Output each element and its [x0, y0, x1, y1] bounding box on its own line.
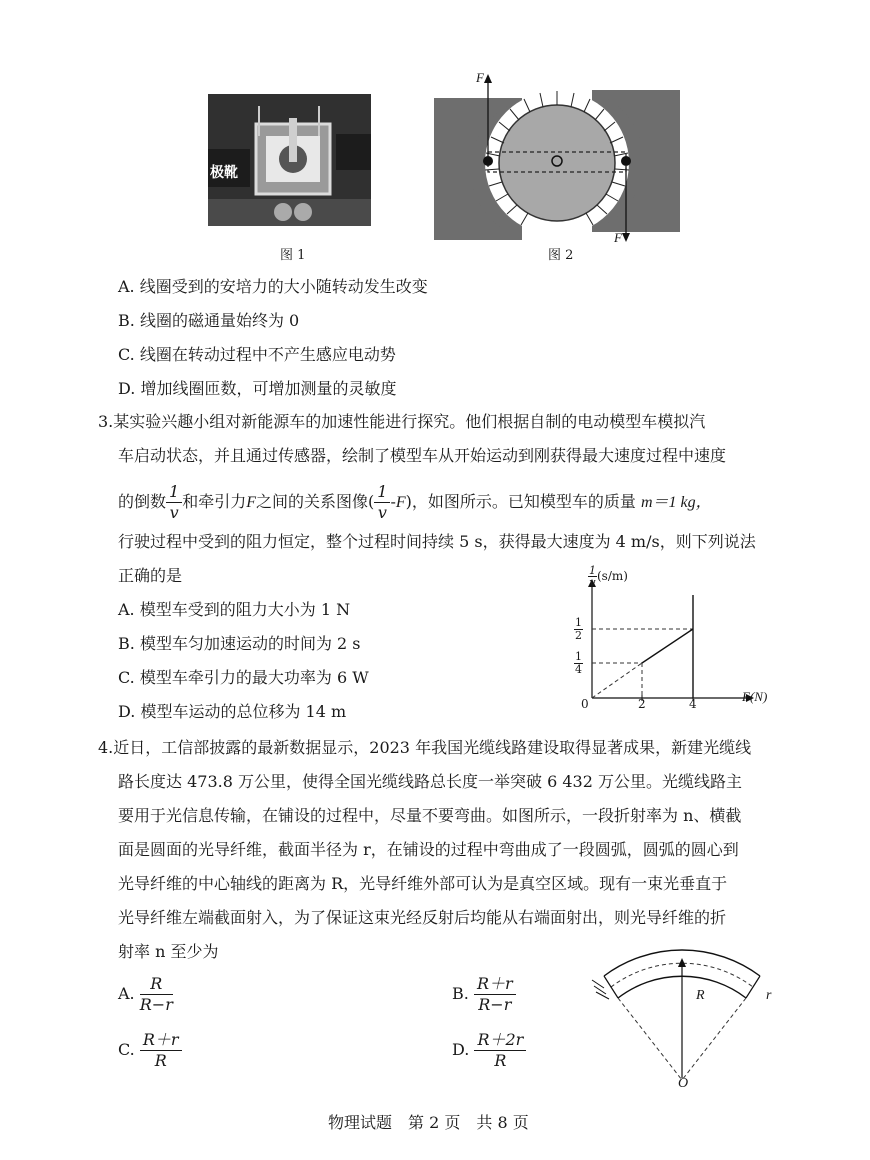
q2-option-d: D. 增加线圈匝数，可增加测量的灵敏度 — [118, 379, 397, 398]
q4-line-3: 要用于光信息传输，在铺设的过程中，尽量不要弯曲。如图所示，一段折射率为 n、横截 — [118, 806, 742, 825]
fig1-label-pole-shoe: 极靴 — [210, 165, 238, 181]
q3-option-a: A. 模型车受到的阻力大小为 1 N — [118, 600, 351, 619]
q3-option-b: B. 模型车匀加速运动的时间为 2 s — [118, 634, 361, 653]
q3-line-2: 车启动状态，并且通过传感器，绘制了模型车从开始运动到刚获得最大速度过程中速度 — [118, 446, 727, 465]
figure-2-diagram — [432, 70, 682, 246]
fig2-force-label-bottom: F — [614, 230, 622, 245]
q2-option-b: B. 线圈的磁通量始终为 0 — [118, 311, 300, 330]
galvanometer-photo-drawing — [208, 94, 371, 226]
q3-graph-y-tick-half: $\frac{1}{2}$ — [575, 616, 582, 642]
q4-diagram-O-label: O — [678, 1076, 689, 1091]
q4-diagram-R-label: R — [696, 988, 705, 1003]
figure-1-photo — [208, 94, 371, 226]
q3-number: 3. — [98, 412, 114, 431]
q4-number: 4. — [98, 738, 114, 757]
q3-line-4: 行驶过程中受到的阻力恒定，整个过程时间持续 5 s，获得最大速度为 4 m/s，则下列说法 — [118, 532, 756, 551]
q3-line-1: 3.某实验兴趣小组对新能源车的加速性能进行探究。他们根据自制的电动模型车模拟汽 — [98, 412, 706, 431]
q3-line-5: 正确的是 — [118, 566, 183, 585]
q4-option-c: C. $\frac{R+r}{R}$ — [118, 1030, 182, 1071]
fig2-force-label-top: F — [476, 70, 484, 85]
q3-graph-y-tick-quarter: $\frac{1}{4}$ — [575, 650, 582, 676]
q4-diagram-r-label: r — [766, 988, 772, 1003]
q4-line-2: 路长度达 473.8 万公里，使得全国光缆线路总长度一举突破 6 432 万公里。光缆线路主 — [118, 772, 742, 791]
q3-option-d: D. 模型车运动的总位移为 14 m — [118, 702, 347, 721]
q4-line-7: 射率 n 至少为 — [118, 942, 219, 961]
q4-option-d: D. $\frac{R+2r}{R}$ — [452, 1030, 526, 1071]
q4-fiber-diagram — [584, 942, 784, 1092]
q3-line-3: 的倒数 $\frac{1}{v}$ 和牵引力F之间的关系图像( $\frac{1}{v}$ -F)，如图所示。已知模型车的质量 m＝1 kg， — [118, 482, 712, 522]
page-footer: 物理试题 第 2 页 共 8 页 — [328, 1113, 529, 1132]
q4-option-a: A. $\frac{R}{R-r}$ — [118, 974, 173, 1014]
q3-graph-x-tick-2: 2 — [638, 697, 646, 711]
figure-2-caption: 图 2 — [548, 248, 574, 263]
q2-option-c: C. 线圈在转动过程中不产生感应电动势 — [118, 345, 396, 364]
q4-option-b: B. $\frac{R+r}{R-r}$ — [452, 974, 516, 1015]
q3-graph-y-label: $\frac{1}{v}$ (s/m) — [589, 564, 628, 589]
q3-inverse-velocity-fraction: $\frac{1}{v}$ — [166, 482, 182, 523]
q4-line-1: 4.近日，工信部披露的最新数据显示，2023 年我国光缆线路建设取得显著成果，新建光缆线 — [98, 738, 752, 757]
q3-graph-x-label: F(N) — [742, 689, 768, 704]
q3-graph-origin: 0 — [581, 697, 589, 711]
q4-line-4: 面是圆面的光导纤维，截面半径为 r，在铺设的过程中弯曲成了一段圆弧，圆弧的圆心到 — [118, 840, 739, 859]
q3-option-c: C. 模型车牵引力的最大功率为 6 W — [118, 668, 369, 687]
q3-graph — [560, 565, 780, 715]
figure-1-caption: 图 1 — [280, 248, 306, 263]
q2-option-a: A. 线圈受到的安培力的大小随转动发生改变 — [118, 277, 428, 296]
q4-line-6: 光导纤维左端截面射入，为了保证这束光经反射后均能从右端面射出，则光导纤维的折 — [118, 908, 727, 927]
q3-graph-x-tick-4: 4 — [689, 697, 697, 711]
q4-line-5: 光导纤维的中心轴线的距离为 R，光导纤维外部可认为是真空区域。现有一束光垂直于 — [118, 874, 728, 893]
